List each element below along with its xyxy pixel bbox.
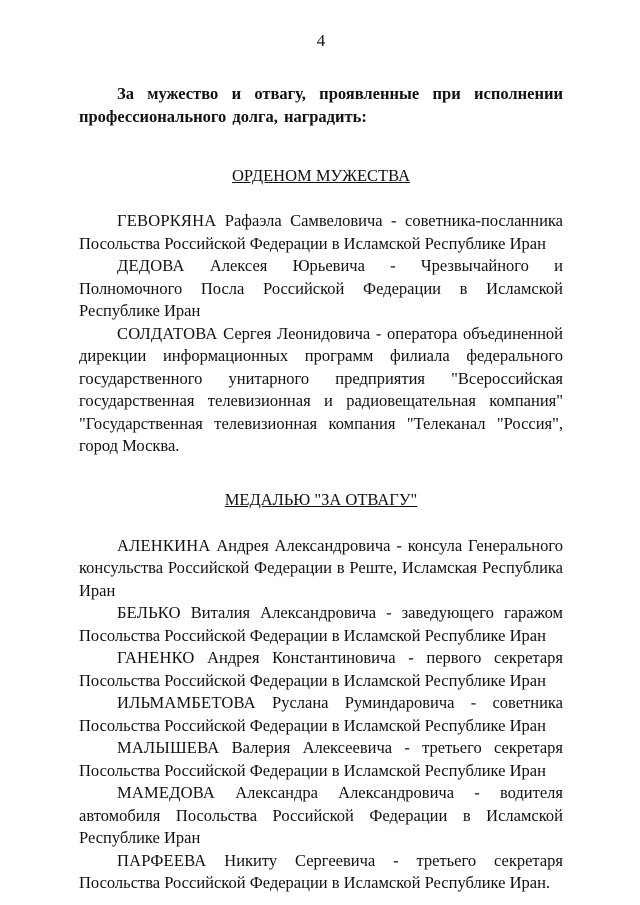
- page-number: 4: [316, 31, 326, 50]
- recipient-details: Александра Александровича - водителя автомобиля Посольства Российской Федерации в Исламской Республике Иран: [79, 783, 563, 847]
- award-entry: [79, 647, 563, 692]
- award-entry: [79, 737, 563, 782]
- recipient-surname: ГЕВОРКЯНА: [117, 211, 217, 230]
- award-entry: [79, 323, 563, 458]
- award-entry: [79, 255, 563, 323]
- recipient-surname: ПАРФЕЕВА: [117, 850, 207, 870]
- recipient-details: Никиту Сергеевича - третьего секретаря Посольства Российской Федерации в Исламской Республике Иран.: [79, 850, 563, 892]
- recipient-details: Виталия Александровича - заведующего гаражом Посольства Российской Федерации в Исламской Республике Иран: [79, 603, 563, 645]
- section-heading: МЕДАЛЬЮ "ЗА ОТВАГУ": [224, 489, 418, 509]
- recipient-details: Руслана Руминдаровича - советника Посольства Российской Федерации в Исламской Республике Иран: [79, 693, 563, 735]
- recipient-surname: МАЛЫШЕВА: [117, 738, 220, 757]
- award-entry: [79, 850, 563, 895]
- section-heading: ОРДЕНОМ МУЖЕСТВА: [232, 166, 410, 185]
- recipient-details: Андрея Александровича - консула Генерального консульства Российской Федерации в Реште, Исламская Республика Иран: [79, 535, 563, 600]
- section-medal-for-courage: [79, 489, 563, 895]
- document-page: [79, 30, 563, 895]
- recipient-surname: ИЛЬМАМБЕТОВА: [117, 693, 256, 712]
- recipient-surname: БЕЛЬКО: [117, 603, 181, 622]
- award-entry: [79, 602, 563, 647]
- recipient-surname: СОЛДАТОВА: [117, 323, 218, 343]
- recipient-details: Валерия Алексеевича - третьего секретаря Посольства Российской Федерации в Исламской Республике Иран: [79, 738, 563, 780]
- recipient-surname: ДЕДОВА: [117, 256, 185, 275]
- recipient-surname: ГАНЕНКО: [117, 648, 195, 667]
- section-order-of-courage: [79, 165, 563, 458]
- award-list: [79, 535, 563, 895]
- recipient-details: Сергея Леонидовича - оператора объединенной дирекции информационных программ филиала федерального государственного унитарного предприятия "Всероссийская государственная телевизионная и радиовещательная компания" "Государственная телевизионная компания "Телеканал "Россия", город Москва.: [79, 323, 563, 455]
- recipient-surname: МАМЕДОВА: [117, 783, 215, 802]
- award-list: [79, 210, 563, 458]
- recipient-details: Алексея Юрьевича - Чрезвычайного и Полномочного Посла Российской Федерации в Исламской Республике Иран: [79, 256, 563, 320]
- recipient-details: Андрея Константиновича - первого секретаря Посольства Российской Федерации в Исламской Республике Иран: [79, 648, 563, 690]
- recipient-surname: АЛЕНКИНА: [117, 535, 211, 555]
- recipient-details: Рафаэла Самвеловича - советника-посланника Посольства Российской Федерации в Исламской Республике Иран: [79, 211, 563, 253]
- award-entry: [79, 535, 563, 603]
- award-entry: [79, 782, 563, 850]
- award-entry: [79, 692, 563, 737]
- award-entry: [79, 210, 563, 255]
- decree-intro: За мужество и отвагу, проявленные при исполнении профессионального долга, наградить:: [79, 84, 563, 126]
